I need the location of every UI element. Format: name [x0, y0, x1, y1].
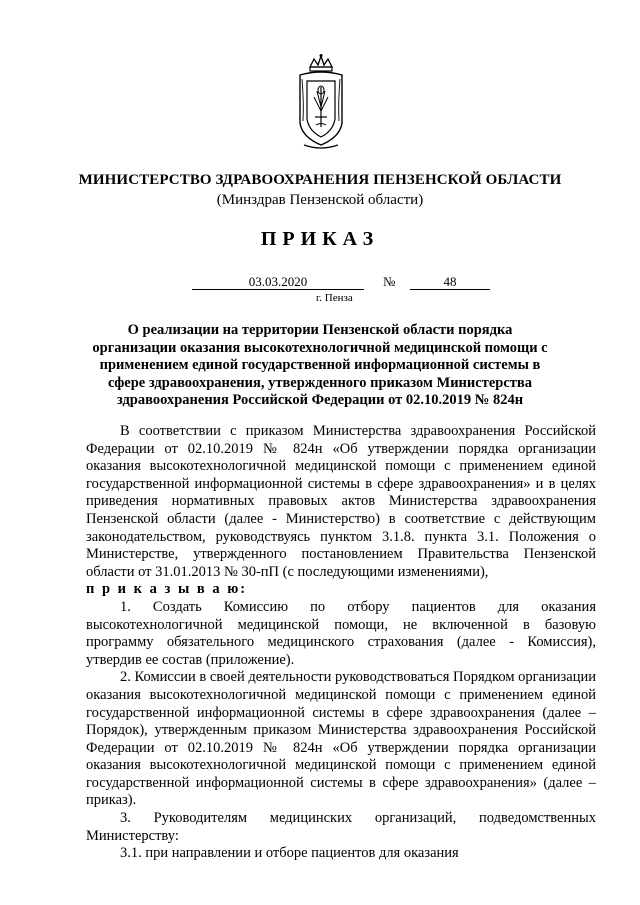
- document-date: 03.03.2020: [192, 274, 364, 290]
- ministry-name: МИНИСТЕРСТВО ЗДРАВООХРАНЕНИЯ ПЕНЗЕНСКОЙ ОБЛАСТИ: [78, 172, 562, 188]
- coat-of-arms-icon: [296, 53, 346, 153]
- order-word: п р и к а з ы в а ю:: [86, 581, 248, 598]
- paragraph-2: 2. Комиссии в своей деятельности руководствоваться Порядком организации оказания высокотехнологичной медицинской помощи с применением единой государственной информационной системы в сфере здравоохранения (далее – Порядок), утвержденным приказом Министерства здравоохранения Российской Федерации от 02.10.2019 № 824н «Об утверждении порядка организации оказания высокотехнологичной медицинской помощи с применением единой государственной информационной системы в сфере здравоохранения» (далее – приказ).: [86, 669, 596, 809]
- document-title: О реализации на территории Пензенской области порядка организации оказания высокотехнологичной медицинской помощи с применением единой государственной информационной системы в сфере здравоохранения, утвержденного приказом Министерства здравоохранения Российской Федерации от 02.10.2019 № 824н: [92, 322, 548, 408]
- paragraph-1: 1. Создать Комиссию по отбору пациентов для оказания высокотехнологичной медицинской помощи, не включенной в базовую программу обязательного медицинского страхования (далее - Комиссия), утвердив ее состав (приложение).: [86, 598, 596, 668]
- number-sign: №: [383, 274, 396, 289]
- intro-paragraph: В соответствии с приказом Министерства здравоохранения Российской Федерации от 02.10.2019 № 824н «Об утверждении порядка организации оказания высокотехнологичной медицинской помощи с применением единой государственной информационной системы в сфере здравоохранения» и в целях приведения нормативных правовых актов Министерства здравоохранения Пензенской области (далее - Министерство) в соответствие с действующим законодательством, руководствуясь пунктом 3.1.8. пункта 3.1. Положения о Министерстве, утвержденного постановлением Правительства Пензенской области от 31.01.2013 № 30-пП (с последующими изменениями),: [86, 423, 596, 580]
- ministry-short-name: (Минздрав Пензенской области): [216, 192, 424, 208]
- order-word-paragraph: [86, 581, 596, 599]
- document-type: ПРИКАЗ: [260, 228, 380, 250]
- paragraph-3: 3. Руководителям медицинских организаций, подведомственных Министерству:: [86, 810, 596, 844]
- document-number: 48: [410, 274, 490, 290]
- paragraph-3-1: 3.1. при направлении и отборе пациентов для оказания: [120, 845, 459, 862]
- document-city: г. Пенза: [316, 292, 353, 304]
- document-body: [86, 423, 596, 863]
